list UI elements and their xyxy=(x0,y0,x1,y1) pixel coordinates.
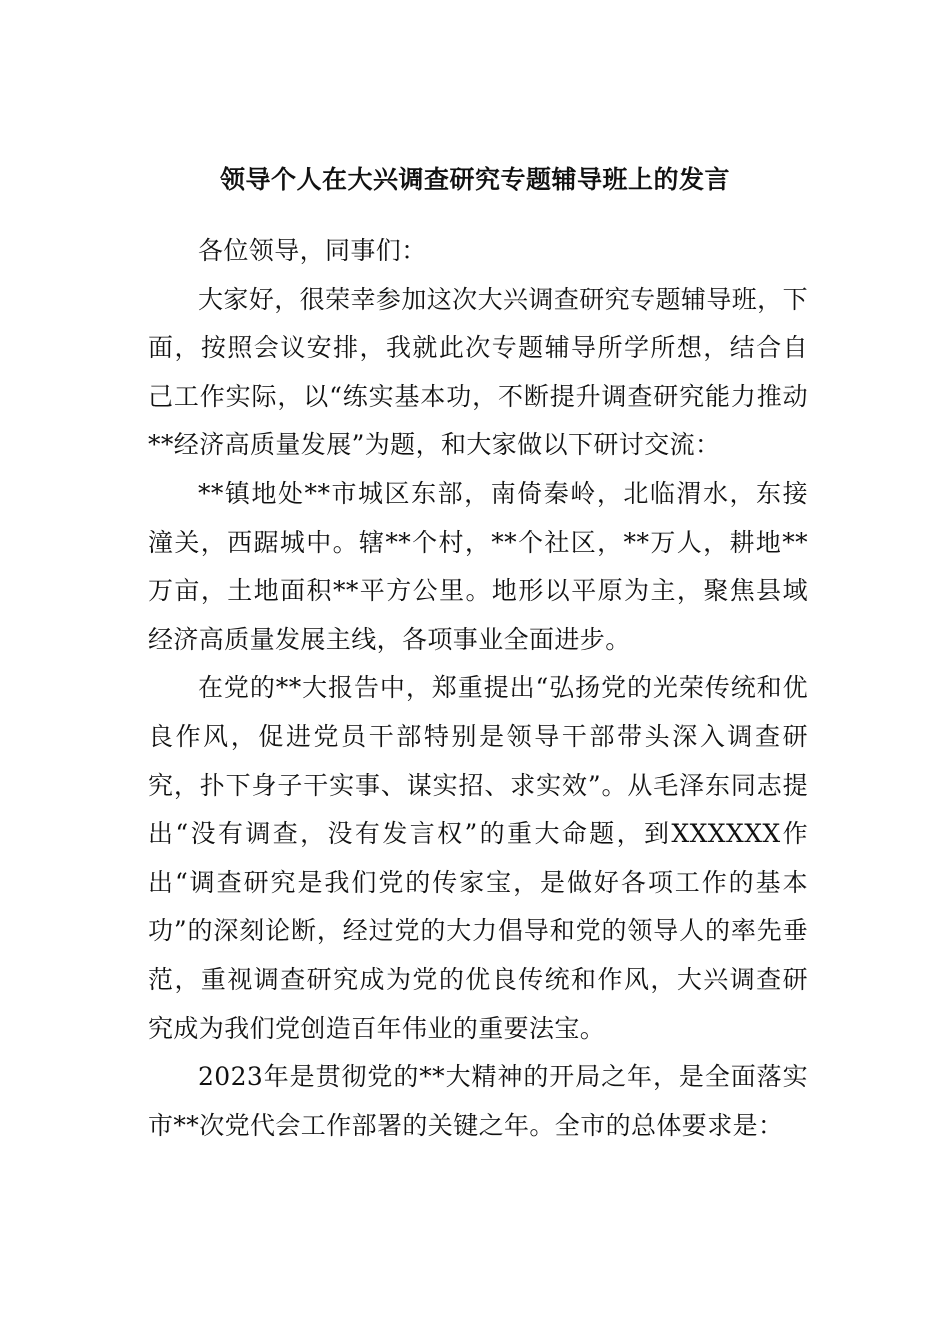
paragraph-opening: 大家好，很荣幸参加这次大兴调查研究专题辅导班，下面，按照会议安排，我就此次专题辅导所学所想，结合自己工作实际，以“练实基本功，不断提升调查研究能力推动**经济高质量发展”为题，和大家做以下研讨交流： xyxy=(148,284,808,460)
paragraph-party-report: 在党的**大报告中，郑重提出“弘扬党的光荣传统和优良作风，促进党员干部特别是领导干部带头深入调查研究，扑下身子干实事、谋实招、求实效”。从毛泽东同志提出“没有调查，没有发言权”的重大命题，到XXXXXX作出“调查研究是我们党的传家宝，是做好各项工作的基本功”的深刻论断，经过党的大力倡导和党的领导人的率先垂范，重视调查研究成为党的优良传统和作风，大兴调查研究成为我们党创造百年伟业的重要法宝。 xyxy=(148,673,808,1043)
paragraph-town-overview: **镇地处**市城区东部，南倚秦岭，北临渭水，东接潼关，西踞城中。辖**个村，**个社区，**万人，耕地**万亩，土地面积**平方公里。地形以平原为主，聚焦县域经济高质量发展主线，各项事业全面进步。 xyxy=(148,478,808,654)
paragraph-2023: 2023年是贯彻党的**大精神的开局之年，是全面落实市**次党代会工作部署的关键之年。全市的总体要求是： xyxy=(148,1062,808,1140)
paragraph-greeting: 各位领导，同事们： xyxy=(198,236,427,265)
document-body xyxy=(148,227,808,1150)
document-title: 领导个人在大兴调查研究专题辅导班上的发言 xyxy=(219,165,730,194)
